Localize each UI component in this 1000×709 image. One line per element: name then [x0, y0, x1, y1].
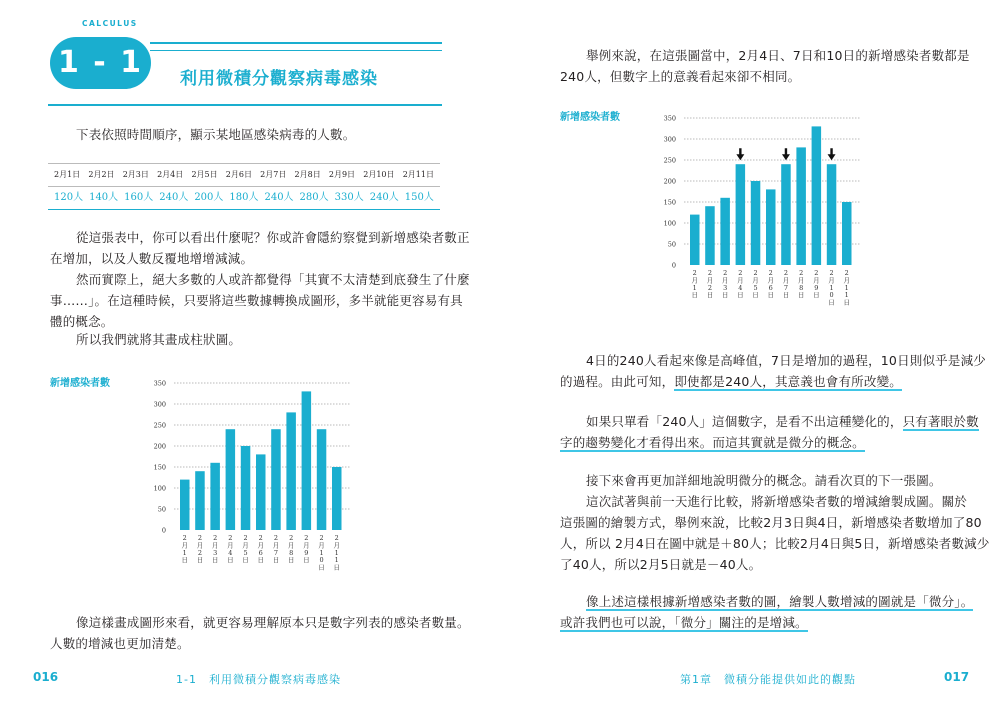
- table-count-11: 150人: [404, 192, 434, 203]
- right-chart-bar-8: [796, 147, 806, 265]
- r-paragraph-4-line-1: 接下來會再更加詳細地說明微分的概念。請看次頁的下一張圖。: [586, 473, 942, 488]
- left-chart-ytick-0: 0: [161, 526, 166, 535]
- right-chart-title: 新增感染者數: [560, 112, 620, 123]
- r-paragraph-3-line-2: [560, 432, 865, 453]
- left-chart-bar-4: [226, 429, 236, 530]
- right-chart-ytick-200: 200: [663, 177, 676, 186]
- table-count-1: 120人: [54, 192, 84, 203]
- highlight-trend-a: 只有著眼於數: [902, 414, 979, 429]
- right-chart-ytick-250: 250: [663, 156, 676, 165]
- brand-label: CALCULUS: [82, 19, 138, 28]
- left-chart-ytick-100: 100: [153, 484, 166, 493]
- table-count-4: 240人: [159, 192, 189, 203]
- left-chart-xtick-5: 2 月 5 日: [242, 534, 249, 565]
- left-chart-xtick-9: 2 月 9 日: [303, 534, 310, 565]
- left-chart-ytick-200: 200: [153, 442, 166, 451]
- right-chart-xtick-4: 2 月 4 日: [737, 269, 744, 300]
- highlight-differential-a: 像上述這樣根據新增感染者數的圖，繪製人數增減的圖就是「微分」。: [586, 594, 974, 609]
- left-chart-ytick-250: 250: [153, 421, 166, 430]
- paragraph-2-line-1: 然而實際上，絕大多數的人或許都覺得「其實不太清楚到底發生了什麼: [76, 272, 470, 287]
- r-paragraph-3-line-1-plain: 如果只單看「240人」這個數字，是看不出這種變化的，: [586, 414, 903, 429]
- table-date-3: 2月3日: [122, 170, 149, 179]
- right-chart-arrow-7: [782, 148, 790, 160]
- paragraph-2-line-2: 事……」。在這種時候，只要將這些數據轉換成圖形，多半就能更容易有具: [50, 293, 463, 308]
- highlight-trend-b: 字的趨勢變化才看得出來。而這其實就是微分的概念。: [560, 435, 865, 450]
- left-chart-ytick-50: 50: [157, 505, 166, 514]
- table-date-11: 2月11日: [402, 170, 434, 179]
- right-chart-arrow-4: [736, 148, 744, 160]
- table-header-row: [48, 163, 440, 187]
- right-chart-ytick-0: 0: [671, 261, 676, 270]
- table-date-6: 2月6日: [225, 170, 252, 179]
- r-paragraph-2-line-1: 4日的240人看起來像是高峰值，7日是增加的過程，10日則似乎是減少: [586, 353, 986, 368]
- left-chart-xtick-8: 2 月 8 日: [287, 534, 295, 565]
- left-chart-xtick-1: 2 月 1 日: [181, 534, 188, 565]
- table-date-10: 2月10日: [363, 170, 395, 179]
- paragraph-1-line-2: 在增加，以及人數反覆地增增減減。: [50, 251, 254, 266]
- r-paragraph-5-line-2: [560, 612, 808, 633]
- left-chart-bar-11: [332, 467, 342, 530]
- right-chart-xtick-3: 2 月 3 日: [721, 269, 729, 300]
- table-date-4: 2月4日: [157, 170, 184, 179]
- table-date-5: 2月5日: [191, 170, 218, 179]
- title-underline: [48, 104, 442, 106]
- right-chart-arrow-10: [828, 148, 836, 160]
- right-chart-bar-2: [705, 206, 715, 265]
- highlight-240-meaning: 即使都是240人，其意義也會有所改變。: [674, 374, 902, 389]
- r-paragraph-4-line-4: 人，所以 2月4日在圖中就是＋80人；比較2月4日與5日，新增感染者數減少: [560, 536, 990, 551]
- right-chart-bar-7: [781, 164, 791, 265]
- right-chart-xtick-2: 2 月 2 日: [706, 269, 714, 300]
- left-chart-bar-7: [271, 429, 281, 530]
- left-bar-chart: [140, 375, 350, 575]
- table-date-1: 2月1日: [54, 170, 81, 179]
- left-chart-xtick-3: 2 月 3 日: [211, 534, 219, 565]
- intro-text: 下表依照時間順序，顯示某地區感染病毒的人數。: [76, 127, 356, 142]
- right-chart-bar-9: [812, 126, 822, 265]
- r-paragraph-4-line-3: 這張圖的繪製方式，舉例來說，比較2月3日與4日，新增感染者數增加了80: [560, 515, 982, 530]
- left-chart-xtick-11: 2 月 1 1 日: [333, 534, 340, 572]
- right-chart-bar-6: [766, 189, 776, 265]
- table-count-10: 240人: [369, 192, 399, 203]
- header-rule-bottom: [150, 50, 442, 51]
- r-paragraph-1-line-2: 240人，但數字上的意義看起來卻不相同。: [560, 69, 801, 84]
- right-chart-ytick-50: 50: [667, 240, 676, 249]
- left-chart-bar-6: [256, 454, 266, 530]
- data-table: [48, 163, 440, 210]
- paragraph-4-line-2: 人數的增減也更加清楚。: [50, 636, 190, 651]
- right-chart-xtick-8: 2 月 8 日: [797, 269, 805, 300]
- r-paragraph-4-line-2: 這次試著與前一天進行比較，將新增感染者數的增減繪製成圖。關於: [586, 494, 968, 509]
- r-paragraph-4-line-5: 了40人，所以2月5日就是－40人。: [560, 557, 762, 572]
- r-paragraph-1-line-1: 舉例來說，在這張圖當中，2月4日、7日和10日的新增感染者數都是: [586, 48, 970, 63]
- right-chart-xtick-5: 2 月 5 日: [752, 269, 759, 300]
- left-chart-bar-1: [180, 480, 190, 530]
- right-chart-bar-4: [736, 164, 746, 265]
- right-chart-bar-10: [827, 164, 837, 265]
- left-chart-bar-2: [195, 471, 205, 530]
- section-number-badge: 1 - 1: [50, 37, 151, 89]
- left-chart-bar-8: [286, 412, 296, 530]
- left-chart-bar-9: [302, 391, 312, 530]
- table-date-8: 2月8日: [294, 170, 321, 179]
- table-value-row: [48, 187, 440, 210]
- right-chart-bar-1: [690, 215, 700, 265]
- highlight-differential-b: 或許我們也可以說，「微分」關注的是增減。: [560, 615, 808, 630]
- right-chart-bar-5: [751, 181, 761, 265]
- footer-left: 1-1 利用微積分觀察病毒感染: [176, 673, 341, 686]
- page-number-right: 017: [944, 670, 970, 684]
- r-paragraph-2-line-2: [560, 371, 902, 392]
- left-chart-ytick-300: 300: [153, 400, 166, 409]
- right-chart-bar-3: [720, 198, 730, 265]
- left-chart-xtick-4: 2 月 4 日: [227, 534, 234, 565]
- paragraph-4-line-1: 像這樣畫成圖形來看，就更容易理解原本只是數字列表的感染者數量。: [76, 615, 470, 630]
- left-chart-title: 新增感染者數: [50, 378, 110, 389]
- right-chart-xtick-10: 2 月 1 0 日: [828, 269, 835, 307]
- table-date-9: 2月9日: [328, 170, 356, 179]
- r-paragraph-5-line-1: [586, 591, 973, 612]
- right-chart-xtick-9: 2 月 9 日: [813, 269, 820, 300]
- right-chart-ytick-350: 350: [663, 114, 676, 123]
- paragraph-1-line-1: 從這張表中，你可以看出什麼呢？你或許會隱約察覺到新增感染者數正: [76, 230, 470, 245]
- section-title: 利用微積分觀察病毒感染: [180, 69, 378, 89]
- paragraph-3: 所以我們就將其畫成柱狀圖。: [76, 332, 242, 347]
- left-chart-xtick-2: 2 月 2 日: [196, 534, 204, 565]
- table-date-2: 2月2日: [88, 170, 115, 179]
- left-chart-ytick-350: 350: [153, 379, 166, 388]
- table-count-2: 140人: [89, 192, 119, 203]
- table-count-8: 280人: [299, 192, 329, 203]
- left-chart-xtick-6: 2 月 6 日: [257, 534, 264, 565]
- table-count-5: 200人: [194, 192, 224, 203]
- footer-right: 第1章 微積分能提供如此的觀點: [680, 673, 856, 686]
- right-chart-xtick-6: 2 月 6 日: [767, 269, 774, 300]
- table-count-9: 330人: [334, 192, 364, 203]
- right-chart-ytick-300: 300: [663, 135, 676, 144]
- right-chart-xtick-7: 2 月 7 日: [782, 269, 790, 300]
- table-count-3: 160人: [124, 192, 154, 203]
- left-chart-bar-5: [241, 446, 251, 530]
- r-paragraph-3-line-1: [586, 411, 979, 432]
- left-chart-bar-3: [210, 463, 220, 530]
- left-chart-xtick-10: 2 月 1 0 日: [318, 534, 325, 572]
- right-chart-bar-11: [842, 202, 852, 265]
- right-bar-chart: [650, 110, 860, 310]
- table-count-6: 180人: [229, 192, 259, 203]
- table-date-7: 2月7日: [260, 170, 287, 179]
- right-chart-xtick-11: 2 月 1 1 日: [843, 269, 850, 307]
- left-chart-ytick-150: 150: [153, 463, 166, 472]
- paragraph-2-line-3: 體的概念。: [50, 314, 114, 329]
- right-chart-ytick-150: 150: [663, 198, 676, 207]
- right-chart-ytick-100: 100: [663, 219, 676, 228]
- left-chart-bar-10: [317, 429, 327, 530]
- right-chart-xtick-1: 2 月 1 日: [691, 269, 698, 300]
- page-number-left: 016: [33, 670, 59, 684]
- r-paragraph-2-line-2-plain: 的過程。由此可知，: [560, 374, 675, 389]
- left-chart-xtick-7: 2 月 7 日: [272, 534, 280, 565]
- header-rule-top: [150, 42, 442, 44]
- table-count-7: 240人: [264, 192, 294, 203]
